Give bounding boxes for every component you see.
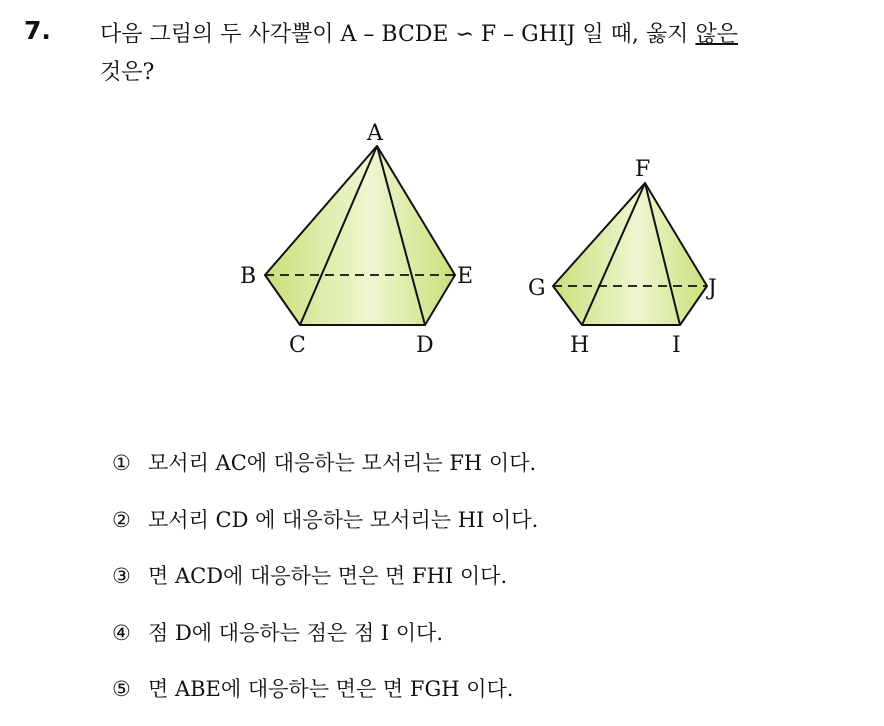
- label-f: F: [635, 157, 651, 182]
- underlined-word: 않은: [695, 22, 738, 47]
- question-text-line2: 것은?: [100, 60, 155, 85]
- label-b: B: [240, 264, 257, 289]
- choice-2[interactable]: [112, 500, 538, 557]
- choice-5[interactable]: [112, 669, 538, 726]
- choice-mark: ①: [112, 451, 131, 475]
- label-j: J: [708, 276, 717, 301]
- choice-mark: ②: [112, 507, 131, 532]
- choice-4[interactable]: [112, 613, 538, 670]
- choice-mark: ④: [112, 620, 131, 645]
- question-text: 다음 그림의 두 사각뿔이 A – BCDE ∽ F – GHIJ 일 때, 옳지: [100, 22, 696, 47]
- choice-text: 점 D에 대응하는 점은 점 I 이다.: [148, 620, 444, 645]
- label-h: H: [570, 333, 590, 358]
- left-pyramid: [240, 121, 473, 358]
- choice-3[interactable]: [112, 556, 538, 613]
- choice-text: 모서리 CD 에 대응하는 모서리는 HI 이다.: [148, 507, 539, 532]
- choice-1[interactable]: [112, 443, 538, 500]
- label-a: A: [367, 121, 383, 146]
- choice-text: 면 ABE에 대응하는 면은 면 FGH 이다.: [148, 677, 514, 701]
- answer-choices: [112, 443, 538, 726]
- left-pyramid-outline: [265, 146, 455, 325]
- right-pyramid: [528, 157, 717, 358]
- label-g: G: [528, 276, 546, 301]
- label-e: E: [457, 264, 474, 289]
- right-pyramid-outline: [553, 183, 707, 325]
- choice-text: 면 ACD에 대응하는 면은 면 FHI 이다.: [148, 564, 508, 588]
- choice-mark: ③: [112, 564, 131, 588]
- label-d: D: [416, 333, 434, 358]
- label-i: I: [672, 333, 681, 358]
- choice-text: 모서리 AC에 대응하는 모서리는 FH 이다.: [148, 451, 537, 475]
- label-c: C: [289, 333, 306, 358]
- choice-mark: ⑤: [112, 677, 131, 701]
- question-number: 7.: [24, 16, 51, 45]
